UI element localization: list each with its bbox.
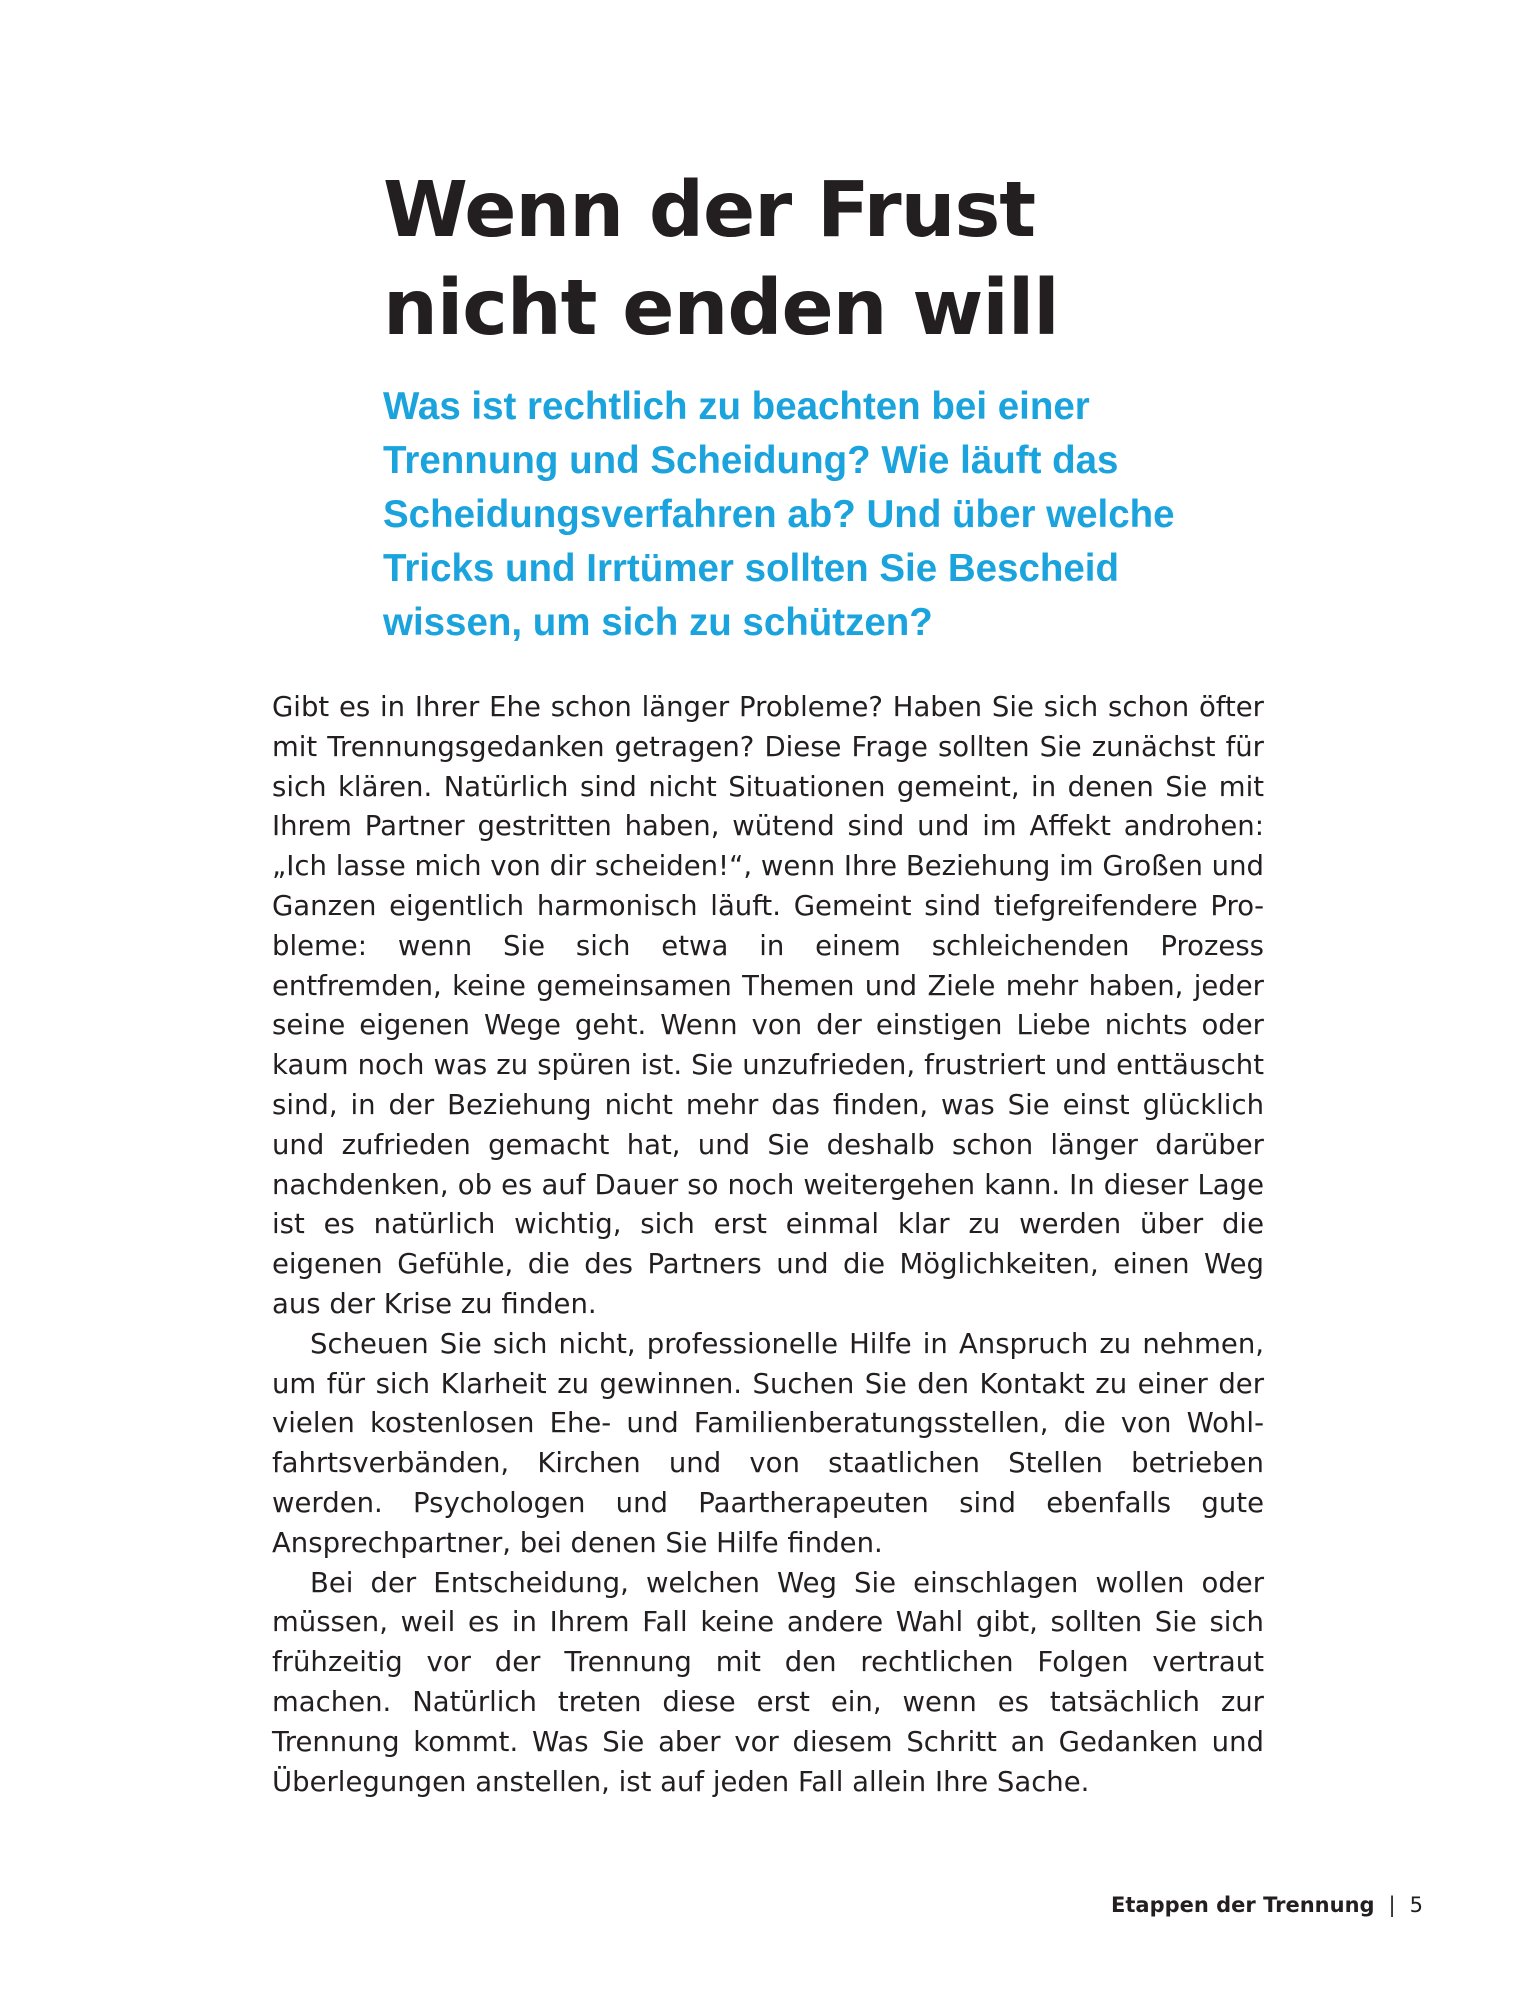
footer-separator: | (1388, 1893, 1396, 1917)
body-paragraph-2: Scheuen Sie sich nicht, professionelle Hilfe in Anspruch zu nehmen, um für sich Klarheit zu gewinnen. Suchen Sie den Kontakt zu einer der vielen kostenlosen Ehe- und Familienberatungsstellen, die von Wohlfahrtsverbänden, Kirchen und von staatlichen Stellen betrieben werden. Psychologen und Paartherapeuten sind ebenfalls gute Ansprechpartner, bei denen Sie Hilfe finden. (272, 1327, 1264, 1559)
page-footer (1111, 1890, 1423, 1920)
running-head: Etappen der Trennung (1111, 1893, 1375, 1917)
lead-question: Was ist rechtlich zu beachten bei einer Trennung und Scheidung? Wie läuft das Scheidungsverfahren ab? Und über welche Tricks und Irrtümer sollten Sie Bescheid wissen, um sich zu schützen? (383, 385, 1175, 644)
body-text (272, 688, 1264, 1802)
body-paragraph-3: Bei der Entscheidung, welchen Weg Sie einschlagen wollen oder müssen, weil es in Ihrem Fall keine andere Wahl gibt, sollten Sie sich frühzeitig vor der Trennung mit den rechtlichen Folgen vertraut machen. Natürlich treten diese erst ein, wenn es tatsächlich zur Trennung kommt. Was Sie aber vor diesem Schritt an Gedanken und Überlegungen anstellen, ist auf jeden Fall allein Ihre Sache. (272, 1566, 1264, 1798)
body-paragraph-1: Gibt es in Ihrer Ehe schon länger Probleme? Haben Sie sich schon öfter mit Trennungsgedanken getragen? Diese Frage sollten Sie zunächst für sich klären. Natürlich sind nicht Situationen gemeint, in denen Sie mit Ihrem Partner gestritten haben, wütend sind und im Affekt androhen: „Ich lasse mich von dir scheiden!“, wenn Ihre Beziehung im Großen und Ganzen eigentlich harmonisch läuft. Gemeint sind tiefgreifendere Probleme: wenn Sie sich etwa in einem schleichenden Prozess entfremden, keine gemeinsamen Themen und Ziele mehr haben, jeder seine eigenen Wege geht. Wenn von der einstigen Liebe nichts oder kaum noch was zu spüren ist. Sie unzufrieden, frustriert und enttäuscht sind, in der Beziehung nicht mehr das finden, was Sie einst glücklich und zufrieden gemacht hat, und Sie deshalb schon länger darüber nachdenken, ob es auf Dauer so noch weitergehen kann. In dieser Lage ist es natürlich wichtig, sich erst einmal klar zu werden über die eigenen Gefühle, die des Partners und die Möglichkeiten, einen Weg aus der Krise zu finden. (272, 691, 1264, 1320)
page-number: 5 (1409, 1893, 1423, 1917)
page-title: Wenn der Frust nicht enden will (383, 166, 1059, 353)
